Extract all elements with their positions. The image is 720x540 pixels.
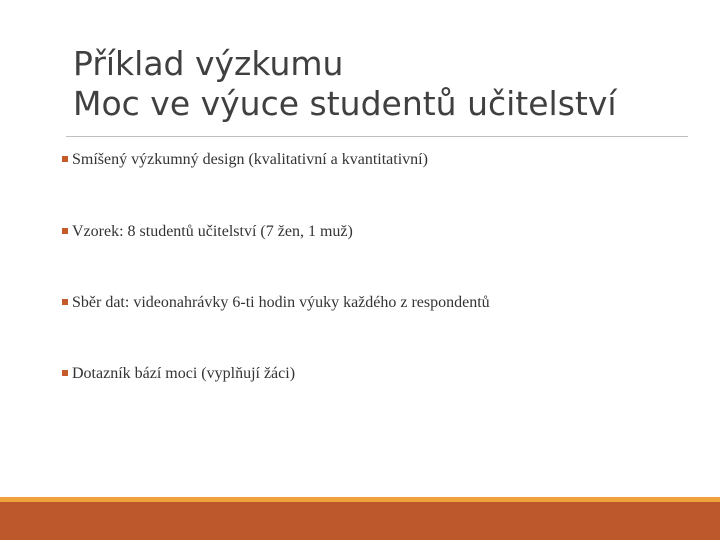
square-bullet-icon bbox=[62, 156, 68, 162]
bullet-text: Smíšený výzkumný design (kvalitativní a kvantitativní) bbox=[72, 151, 428, 168]
slide-title-line-1: Příklad výzkumu bbox=[73, 44, 344, 83]
title-divider bbox=[66, 136, 688, 137]
bullet-item-sample bbox=[62, 220, 353, 244]
footer-accent-bar bbox=[0, 502, 720, 540]
bullet-item-data-collection bbox=[62, 291, 490, 315]
bullet-text: Dotazník bází moci (vyplňují žáci) bbox=[72, 365, 296, 382]
bullet-text: Vzorek: 8 studentů učitelství (7 žen, 1 muž) bbox=[72, 223, 353, 240]
square-bullet-icon bbox=[62, 370, 68, 376]
slide-title-line-2: Moc ve výuce studentů učitelství bbox=[73, 84, 617, 123]
square-bullet-icon bbox=[62, 299, 68, 305]
square-bullet-icon bbox=[62, 228, 68, 234]
bullet-item-questionnaire bbox=[62, 362, 295, 386]
slide-title bbox=[73, 44, 693, 124]
bullet-text: Sběr dat: videonahrávky 6-ti hodin výuky každého z respondentů bbox=[72, 294, 490, 311]
bullet-item-design bbox=[62, 148, 428, 172]
